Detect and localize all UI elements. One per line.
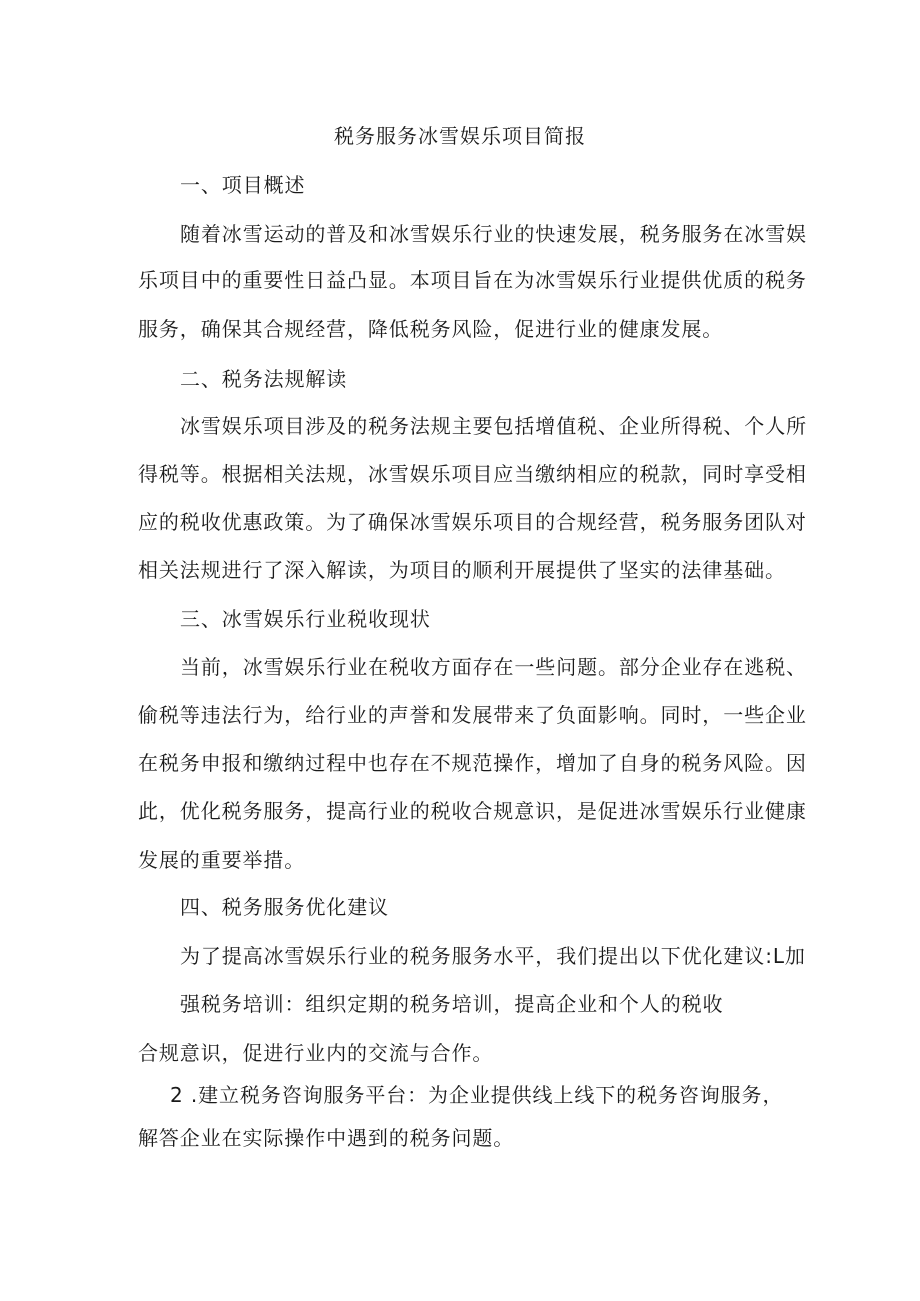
paragraph-line: 随着冰雪运动的普及和冰雪娱乐行业的快速发展，税务服务在冰雪娱 <box>180 222 807 246</box>
document-title: 税务服务冰雪娱乐项目简报 <box>334 124 586 148</box>
paragraph-line: 解答企业在实际操作中遇到的税务问题。 <box>138 1126 515 1150</box>
paragraph-line: 强税务培训：组织定期的税务培训，提高企业和个人的税收 <box>180 992 724 1016</box>
paragraph-line: 合规意识，促进行业内的交流与合作。 <box>138 1041 494 1065</box>
paragraph-line: 得税等。根据相关法规，冰雪娱乐项目应当缴纳相应的税款，同时享受相 <box>138 462 807 486</box>
list-item-2: 2 .建立税务咨询服务平台：为企业提供线上线下的税务咨询服务， <box>170 1083 784 1107</box>
paragraph-line: 为了提高冰雪娱乐行业的税务服务水平，我们提出以下优化建议:L加 <box>180 944 806 968</box>
paragraph-line: 偷税等违法行为，给行业的声誉和发展带来了负面影响。同时，一些企业 <box>138 703 807 727</box>
section-heading-3: 三、冰雪娱乐行业税收现状 <box>180 607 431 631</box>
paragraph-line: 发展的重要举措。 <box>138 848 306 872</box>
section-heading-4: 四、税务服务优化建议 <box>180 895 389 919</box>
paragraph-line: 乐项目中的重要性日益凸显。本项目旨在为冰雪娱乐行业提供优质的税务 <box>138 268 807 292</box>
paragraph-line: 当前，冰雪娱乐行业在税收方面存在一些问题。部分企业存在逃税、 <box>180 655 807 679</box>
section-heading-2: 二、税务法规解读 <box>180 367 348 391</box>
paragraph-line: 冰雪娱乐项目涉及的税务法规主要包括增值税、企业所得税、个人所 <box>180 414 807 438</box>
paragraph-line: 应的税收优惠政策。为了确保冰雪娱乐项目的合规经营，税务服务团队对 <box>138 510 807 534</box>
paragraph-line: 相关法规进行了深入解读，为项目的顺利开展提供了坚实的法律基础。 <box>138 558 786 582</box>
section-heading-1: 一、项目概述 <box>180 173 306 197</box>
paragraph-line: 服务，确保其合规经营，降低税务风险，促进行业的健康发展。 <box>138 317 724 341</box>
paragraph-line: 在税务申报和缴纳过程中也存在不规范操作，增加了自身的税务风险。因 <box>138 751 807 775</box>
paragraph-line: 此，优化税务服务，提高行业的税收合规意识，是促进冰雪娱乐行业健康 <box>138 799 807 823</box>
